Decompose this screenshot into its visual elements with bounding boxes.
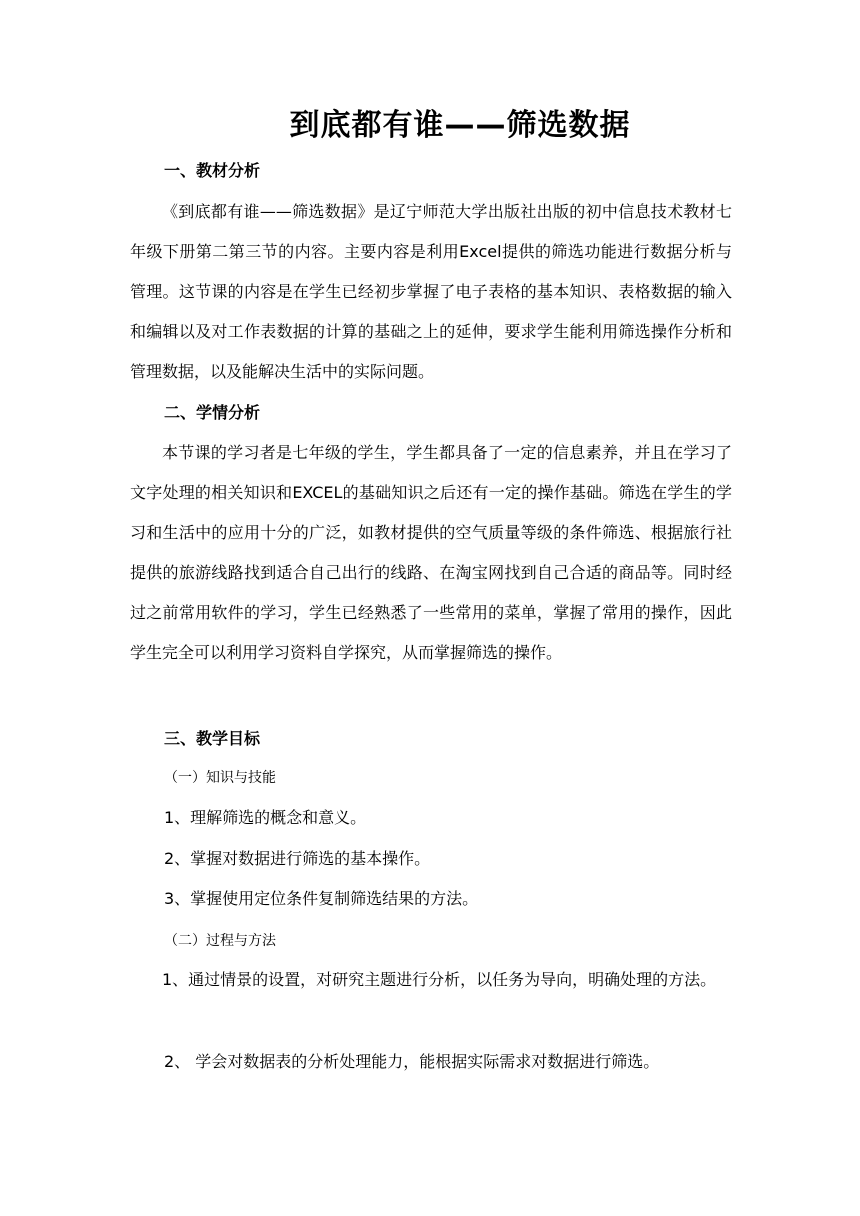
list-item: 1、理解筛选的概念和意义。 <box>164 808 367 827</box>
list-item: 3、掌握使用定位条件复制筛选结果的方法。 <box>164 889 479 908</box>
subheading-knowledge-skills: （一）知识与技能 <box>164 770 276 786</box>
list-item: 1、通过情景的设置，对研究主题进行分析，以任务为导向，明确处理的方法。 <box>162 970 717 989</box>
paragraph-materials: 《到底都有谁——筛选数据》是辽宁师范大学出版社出版的初中信息技术教材七年级下册第二第三节的内容。主要内容是利用Excel提供的筛选功能进行数据分析与管理。这节课的内容是在学生已经初步掌握了电子表格的基本知识、表格数据的输入和编辑以及对工作表数据的计算的基础之上的延伸，要求学生能利用筛选操作分析和管理数据，以及能解决生活中的实际问题。 <box>130 202 732 381</box>
list-item: 2、 学会对数据表的分析处理能力，能根据实际需求对数据进行筛选。 <box>164 1052 660 1071</box>
paragraph-students: 本节课的学习者是七年级的学生，学生都具备了一定的信息素养，并且在学习了文字处理的相关知识和EXCEL的基础知识之后还有一定的操作基础。筛选在学生的学习和生活中的应用十分的广泛，如教材提供的空气质量等级的条件筛选、根据旅行社提供的旅游线路找到适合自己出行的线路、在淘宝网找到自己合适的商品等。同时经过之前常用软件的学习，学生已经熟悉了一些常用的菜单，掌握了常用的操作，因此学生完全可以利用学习资料自学探究，从而掌握筛选的操作。 <box>130 443 732 662</box>
subheading-process-methods: （二）过程与方法 <box>164 933 276 949</box>
section-heading-students: 二、学情分析 <box>164 403 261 422</box>
document-title: 到底都有谁——筛选数据 <box>289 108 631 143</box>
section-heading-objectives: 三、教学目标 <box>164 729 261 748</box>
section-heading-materials: 一、教材分析 <box>164 161 261 180</box>
list-item: 2、掌握对数据进行筛选的基本操作。 <box>164 849 431 868</box>
